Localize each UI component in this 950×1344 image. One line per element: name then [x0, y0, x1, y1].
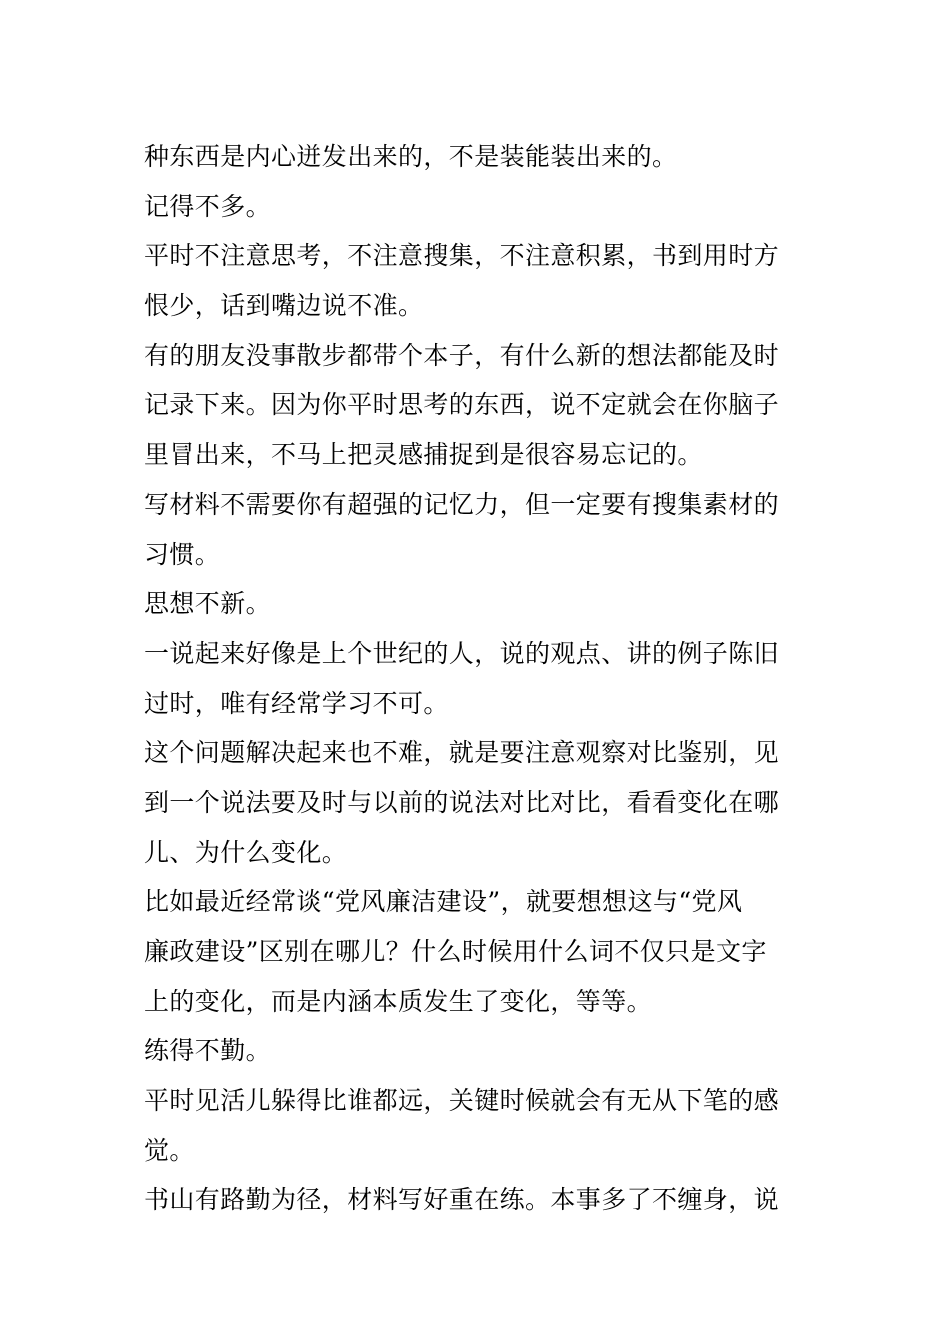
- text-line: 记录下来。因为你平时思考的东西，说不定就会在你脑子: [144, 390, 780, 420]
- text-line: 里冒出来，不马上把灵感捕捉到是很容易忘记的。: [144, 440, 703, 470]
- text-line: 平时不注意思考，不注意搜集，不注意积累，书到用时方: [144, 241, 780, 271]
- text-line: 比如最近经常谈“党风廉洁建设”，就要想想这与“党风: [144, 887, 743, 917]
- text-line: 习惯。: [144, 539, 221, 569]
- text-line: 练得不勤。: [144, 1036, 272, 1066]
- text-line: 记得不多。: [144, 191, 272, 221]
- text-line: 到一个说法要及时与以前的说法对比对比，看看变化在哪: [144, 787, 780, 817]
- body-text: [144, 132, 824, 1225]
- text-line: 书山有路勤为径，材料写好重在练。本事多了不缠身，说: [144, 1185, 780, 1215]
- text-line: 平时见活儿躲得比谁都远，关键时候就会有无从下笔的感: [144, 1086, 780, 1116]
- text-line: 一说起来好像是上个世纪的人，说的观点、讲的例子陈旧: [144, 638, 780, 668]
- text-line: 种东西是内心迸发出来的，不是装能装出来的。: [144, 142, 678, 171]
- text-line: 恨少，话到嘴边说不准。: [144, 291, 424, 321]
- text-line: 写材料不需要你有超强的记忆力，但一定要有搜集素材的: [144, 489, 780, 519]
- text-line: 有的朋友没事散步都带个本子，有什么新的想法都能及时: [144, 340, 780, 370]
- text-line: 思想不新。: [144, 589, 272, 619]
- text-line: 这个问题解决起来也不难，就是要注意观察对比鉴别，见: [144, 738, 780, 768]
- text-line: 廉政建设”区别在哪儿？什么时候用什么词不仅只是文字: [144, 937, 767, 966]
- text-line: 上的变化，而是内涵本质发生了变化，等等。: [144, 986, 653, 1016]
- text-line: 儿、为什么变化。: [144, 837, 348, 867]
- text-line: 觉。: [144, 1135, 195, 1165]
- text-line: 过时，唯有经常学习不可。: [144, 688, 449, 718]
